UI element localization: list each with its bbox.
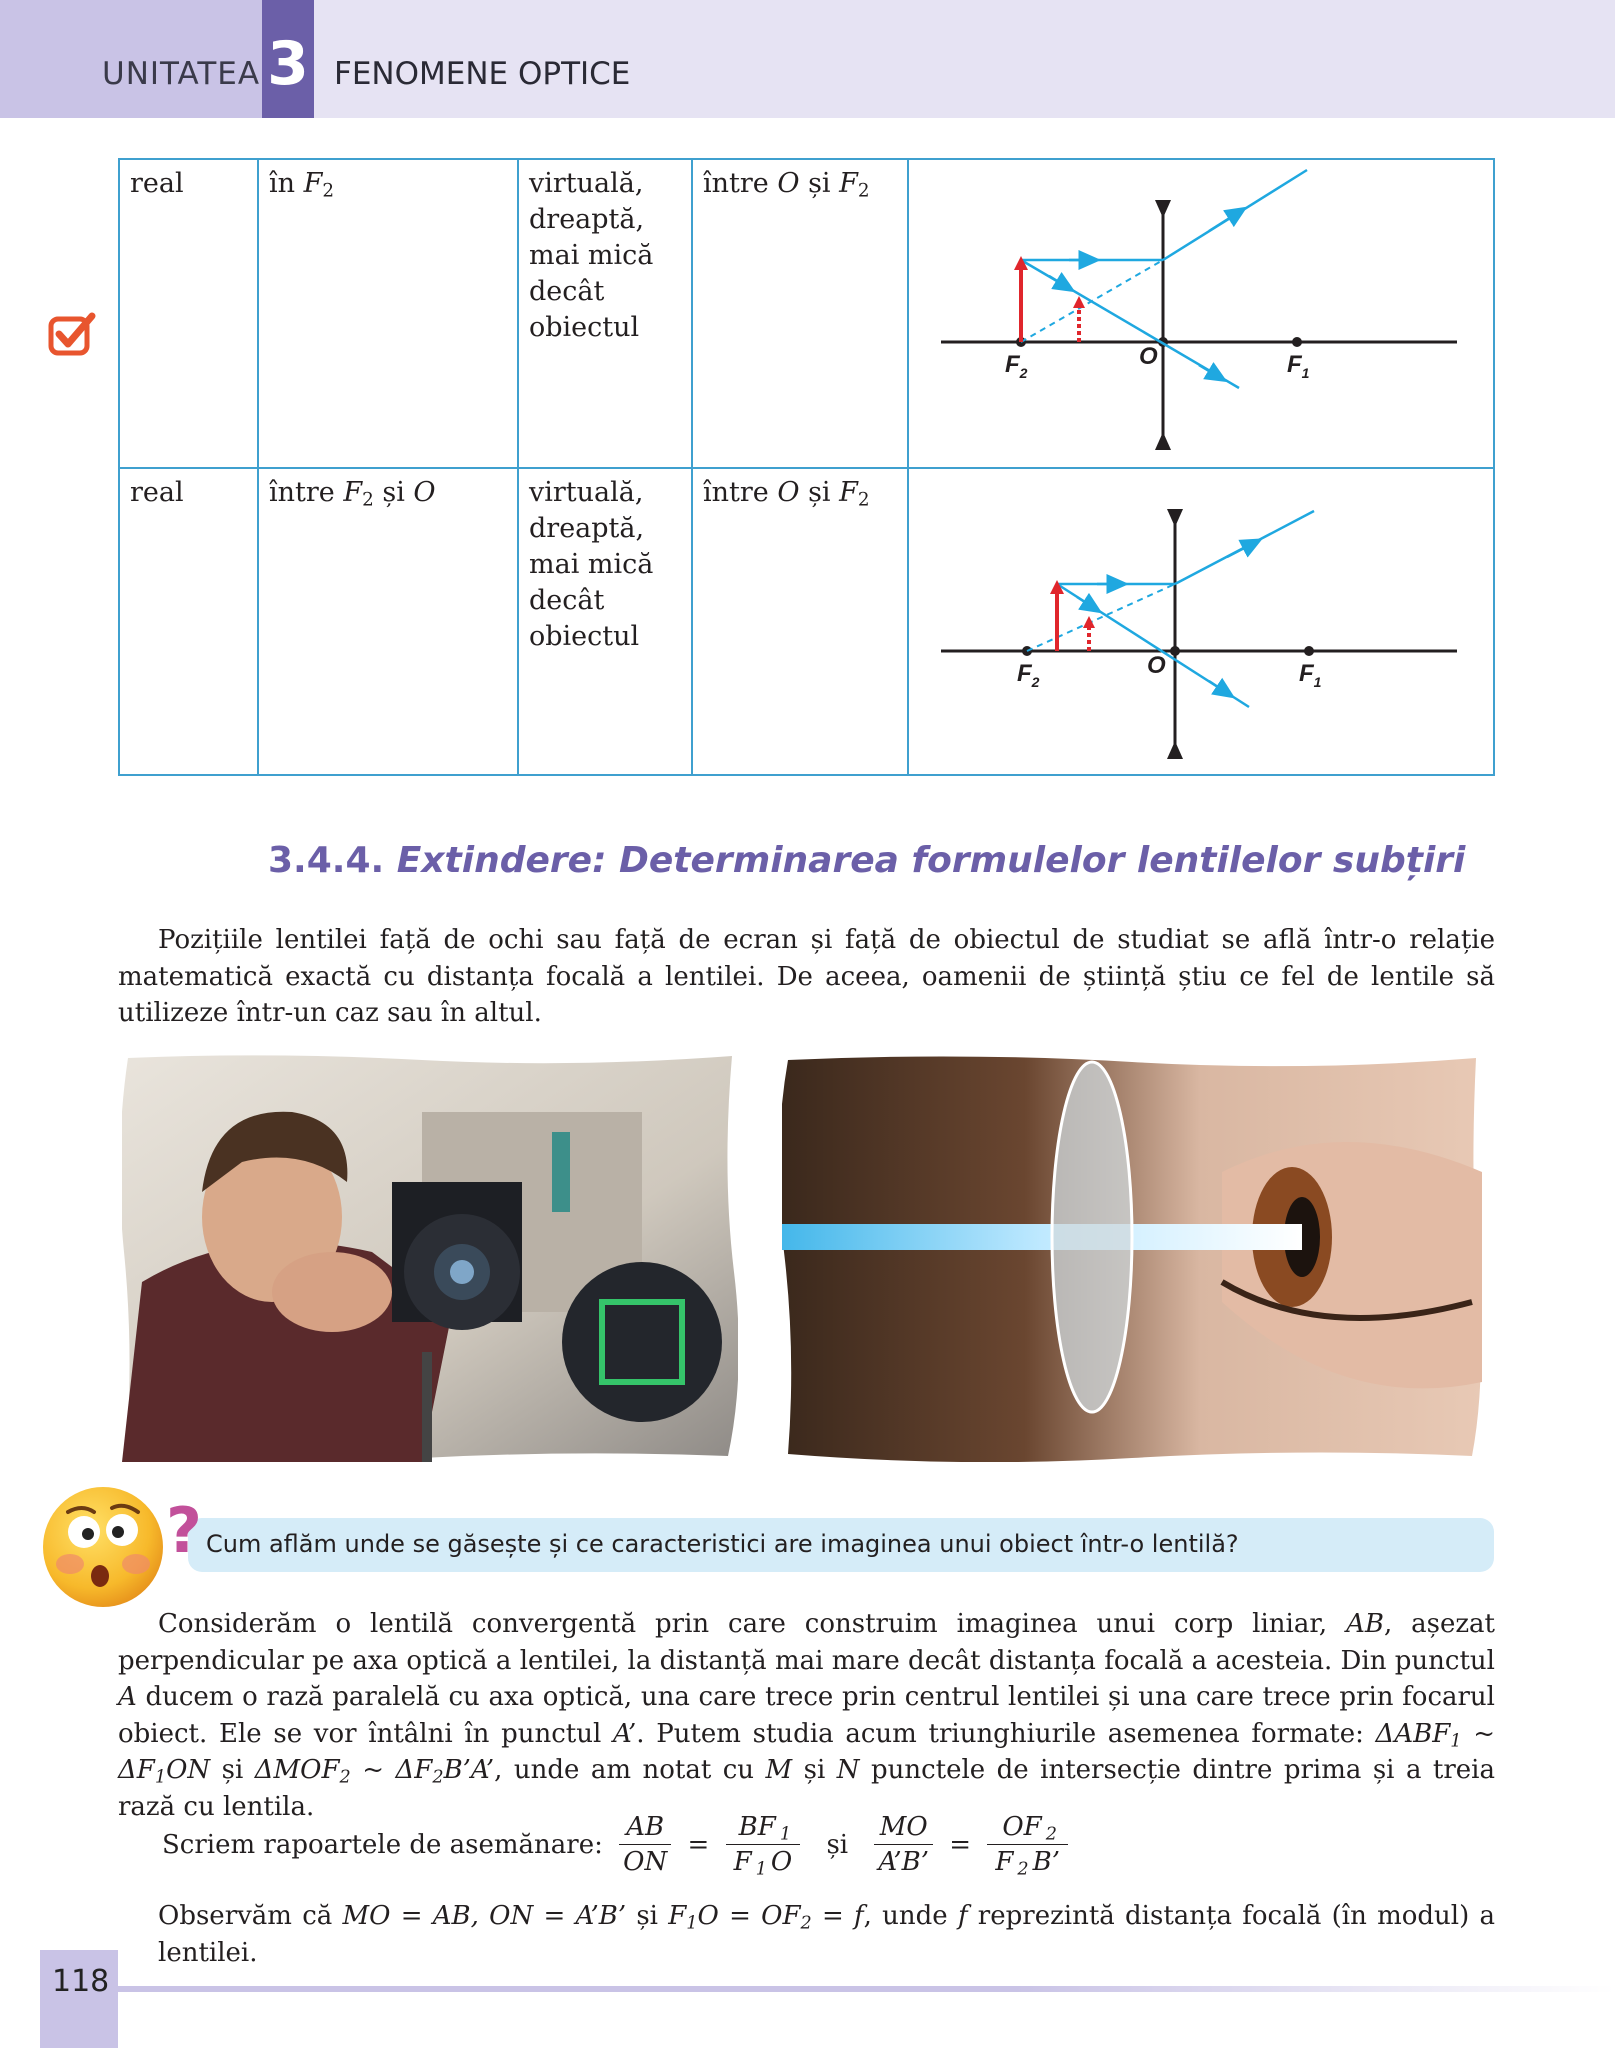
intro-paragraph: Pozițiile lentilei față de ochi sau față de ecran și față de obiectul de studiat se află într-o relație matematică exactă cu distanța focală a lentilei. De aceea, oamenii de știință știu ce fel de lentile să utilizeze într-un caz sau în altul. xyxy=(118,925,1495,1028)
cell-ray-diagram xyxy=(907,469,1495,776)
page-header xyxy=(0,0,1615,118)
cell-object-position: între $F_2$ și O xyxy=(257,469,517,776)
cell-image-type: virtuală, dreaptă, mai mică decât obiectul xyxy=(517,469,691,776)
photo-eye-with-lens xyxy=(782,1052,1482,1462)
diverging-lens-diagram-1 xyxy=(909,160,1495,465)
label-f2: $F_2$ xyxy=(1005,351,1028,381)
table-row xyxy=(120,160,1493,467)
cell-ray-diagram xyxy=(907,160,1495,467)
label-f2: $F_2$ xyxy=(1017,660,1040,690)
surprised-emoji-icon xyxy=(38,1482,168,1612)
photo-student-optics-bench xyxy=(122,1052,738,1462)
cell-object-type: real xyxy=(130,168,184,199)
lens-bottom-arrow xyxy=(1155,432,1171,450)
center-o-point xyxy=(1170,646,1180,656)
similarity-ratios-formula: Scriem rapoartele de asemănare: $\frac{AB}{ON}$ = $\frac{BF _1}{F _1 O}$ și $\frac{MO}{A’B’}$ = $\frac{OF _2}{F _2 B’}$ xyxy=(158,1810,1072,1879)
cell-image-type: virtuală, dreaptă, mai mică decât obiectul xyxy=(517,160,691,467)
cell-image-position: între O și $F_2$ xyxy=(691,160,907,467)
cell-object-type: real xyxy=(130,477,184,508)
focus-f1-point xyxy=(1292,337,1302,347)
fraction-mo-ab: $\frac{MO}{A’B’}$ xyxy=(874,1810,933,1879)
unit-label: UNITATEA xyxy=(102,56,261,92)
label-o: O xyxy=(1147,652,1166,679)
diverging-lens-diagram-2 xyxy=(909,469,1495,774)
label-f1: $F_1$ xyxy=(1299,660,1322,690)
question-text: Cum aflăm unde se găsește și ce caracteristici are imaginea unui obiect într-o lentilă? xyxy=(206,1530,1239,1558)
footer-line xyxy=(118,1986,1615,1992)
cell-object-position: în $F_2$ xyxy=(257,160,517,467)
page-number: 118 xyxy=(52,1964,110,1999)
label-o: O xyxy=(1139,343,1158,370)
label-f1: $F_1$ xyxy=(1287,351,1310,381)
unit-title: FENOMENE OPTICE xyxy=(334,56,631,92)
fraction-of2-f2b: $\frac{OF _2}{F _2 B’}$ xyxy=(987,1810,1068,1879)
unit-number: 3 xyxy=(262,0,314,118)
observation-line: Observăm că MO = AB, ON = A’B’ și $F_1O = OF_2 = f$, unde f reprezintă distanța focală (în modul) a lentilei. xyxy=(158,1901,1495,1968)
checkbox-check-icon xyxy=(48,312,98,358)
lens-top-arrow xyxy=(1167,509,1183,527)
cell-image-position: între O și $F_2$ xyxy=(691,469,907,776)
body-paragraph: Considerăm o lentilă convergentă prin care construim imaginea unui corp liniar, AB, așezat perpendicular pe axa optică a lentilei, la distanță mai mare decât distanța focală a acesteia. Din punctul A ducem o rază paralelă cu axa optică, una care trece prin centrul lentilei și una care trece prin focarul obiect. Ele se vor întâlni în punctul A’. Putem studia acum triunghiurile asemenea formate: $\Delta ABF_1$ ~ $\Delta F_1ON$ și $\Delta MOF_2$ ~ $\Delta F_2B’A$’, unde am notat cu M și N punctele de intersecție dintre prima și a treia rază cu lentila. xyxy=(118,1609,1495,1822)
question-mark-icon: ? xyxy=(166,1494,202,1567)
fraction-bf1-f1o: $\frac{BF _1}{F _1 O}$ xyxy=(726,1810,801,1879)
lens-bottom-arrow xyxy=(1167,741,1183,759)
fraction-ab-on: $\frac{AB}{ON}$ xyxy=(619,1810,671,1879)
section-heading: 3.4.4. Extindere: Determinarea formulelor lentilelor subțiri xyxy=(268,840,1466,881)
table-row xyxy=(120,467,1493,776)
image-characteristics-table xyxy=(118,158,1495,776)
focus-f1-point xyxy=(1304,646,1314,656)
lens-top-arrow xyxy=(1155,200,1171,218)
